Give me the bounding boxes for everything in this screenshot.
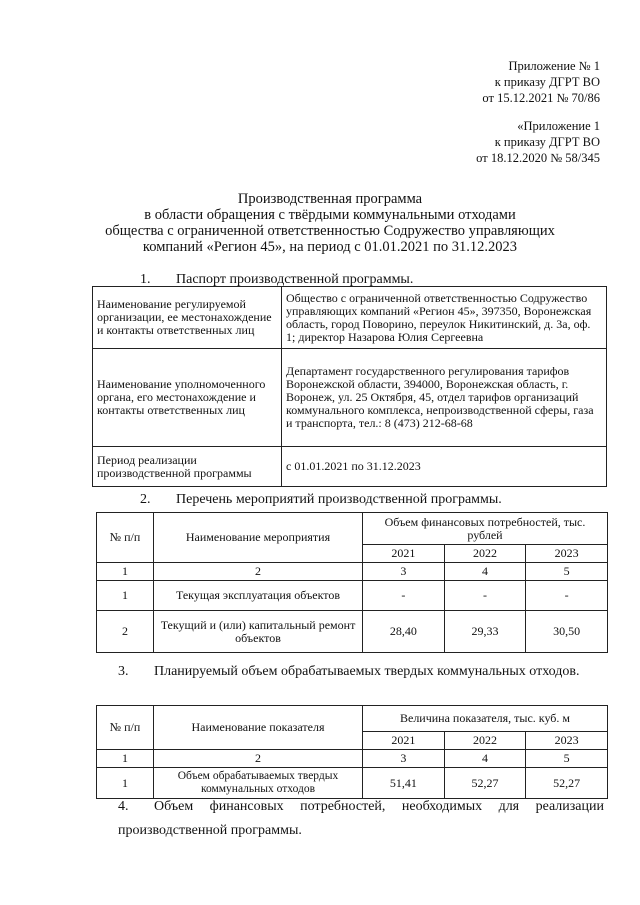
section-title: Планируемый объем обрабатываемых твердых коммунальных отходов. <box>154 664 580 679</box>
title-line: Производственная программа <box>237 191 423 207</box>
volume-table <box>96 705 608 799</box>
index-cell: 1 <box>97 563 154 581</box>
header-year: 2023 <box>526 545 608 563</box>
row-value-2023: - <box>526 581 608 611</box>
annex-line: Приложение № 1 <box>508 59 600 73</box>
annex-line: к приказу ДГРТ ВО <box>494 135 600 149</box>
section-number: 1. <box>140 272 151 287</box>
annex-line: к приказу ДГРТ ВО <box>494 75 600 89</box>
header-number: № п/п <box>97 513 154 563</box>
row-value: Общество с ограниченной ответственностью Содружество управляющих компаний «Регион 45», 397350, Воронежская область, город Поворино, переулок Никитинский, д. 3а, оф. 1; директор Назарова Юлия Сергеевна <box>282 287 607 349</box>
header-number: № п/п <box>97 706 154 750</box>
title-line: в области обращения с твёрдыми коммунальными отходами <box>144 207 516 223</box>
annex-header-previous <box>476 118 600 166</box>
section-title: Паспорт производственной программы. <box>176 272 414 287</box>
header-year: 2022 <box>444 732 526 750</box>
index-cell: 2 <box>154 750 363 768</box>
header-year: 2021 <box>363 545 445 563</box>
index-cell: 5 <box>526 563 608 581</box>
row-name: Объем обрабатываемых твердых коммунальных отходов <box>154 768 363 799</box>
title-line: общества с ограниченной ответственностью Содружество управляющих <box>105 223 555 239</box>
table-row <box>93 287 607 349</box>
table-header-row <box>97 513 608 545</box>
annex-line: от 18.12.2020 № 58/345 <box>476 151 600 165</box>
title-line: компаний «Регион 45», на период с 01.01.2021 по 31.12.2023 <box>142 239 518 255</box>
annex-line: от 15.12.2021 № 70/86 <box>482 91 600 105</box>
row-name: Текущий и (или) капитальный ремонт объектов <box>154 611 363 653</box>
table-row <box>97 768 608 799</box>
row-value: Департамент государственного регулирования тарифов Воронежской области, 394000, Воронежская область, г. Воронеж, ул. 25 Октября, 45, отдел тарифов организаций коммунального комплекса, непроизводственной сферы, газа и транспорта, тел.: 8 (473) 212-68-68 <box>282 349 607 447</box>
row-value-2023: 52,27 <box>526 768 608 799</box>
index-row <box>97 563 608 581</box>
section-number: 3. <box>118 664 129 679</box>
index-cell: 2 <box>154 563 363 581</box>
header-year: 2022 <box>444 545 526 563</box>
row-name: Текущая эксплуатация объектов <box>154 581 363 611</box>
index-cell: 5 <box>526 750 608 768</box>
index-cell: 4 <box>444 750 526 768</box>
header-year: 2021 <box>363 732 445 750</box>
section-4-heading <box>118 795 604 843</box>
section-3-heading <box>118 660 604 684</box>
header-year: 2023 <box>526 732 608 750</box>
row-value-2023: 30,50 <box>526 611 608 653</box>
header-group: Величина показателя, тыс. куб. м <box>363 706 608 732</box>
index-cell: 1 <box>97 750 154 768</box>
index-cell: 3 <box>363 563 445 581</box>
row-value-2022: - <box>444 581 526 611</box>
row-number: 2 <box>97 611 154 653</box>
section-title: Перечень мероприятий производственной программы. <box>176 492 502 507</box>
section-number: 2. <box>140 492 151 507</box>
table-header-row <box>97 706 608 732</box>
index-cell: 3 <box>363 750 445 768</box>
table-row <box>93 349 607 447</box>
row-label: Период реализации производственной программы <box>93 447 282 487</box>
header-name: Наименование мероприятия <box>154 513 363 563</box>
header-name: Наименование показателя <box>154 706 363 750</box>
row-number: 1 <box>97 768 154 799</box>
row-value-2021: 28,40 <box>363 611 445 653</box>
index-row <box>97 750 608 768</box>
header-group: Объем финансовых потребностей, тыс. рублей <box>363 513 608 545</box>
passport-table <box>92 286 607 487</box>
row-number: 1 <box>97 581 154 611</box>
row-value-2022: 29,33 <box>444 611 526 653</box>
row-value: с 01.01.2021 по 31.12.2023 <box>282 447 607 487</box>
measures-table <box>96 512 608 653</box>
section-number: 4. <box>118 799 129 814</box>
document-title <box>80 191 580 255</box>
table-row <box>97 611 608 653</box>
section-2-heading <box>140 492 502 508</box>
row-value-2022: 52,27 <box>444 768 526 799</box>
table-row <box>93 447 607 487</box>
annex-header-current <box>482 58 600 106</box>
row-label: Наименование уполномоченного органа, его местонахождение и контакты ответственных лиц <box>93 349 282 447</box>
index-cell: 4 <box>444 563 526 581</box>
row-value-2021: - <box>363 581 445 611</box>
section-title: Объем финансовых потребностей, необходимых для реализации производственной программы. <box>118 799 604 838</box>
table-row <box>97 581 608 611</box>
row-label: Наименование регулируемой организации, ее местонахождение и контакты ответственных лиц <box>93 287 282 349</box>
row-value-2021: 51,41 <box>363 768 445 799</box>
annex-line: «Приложение 1 <box>517 119 600 133</box>
